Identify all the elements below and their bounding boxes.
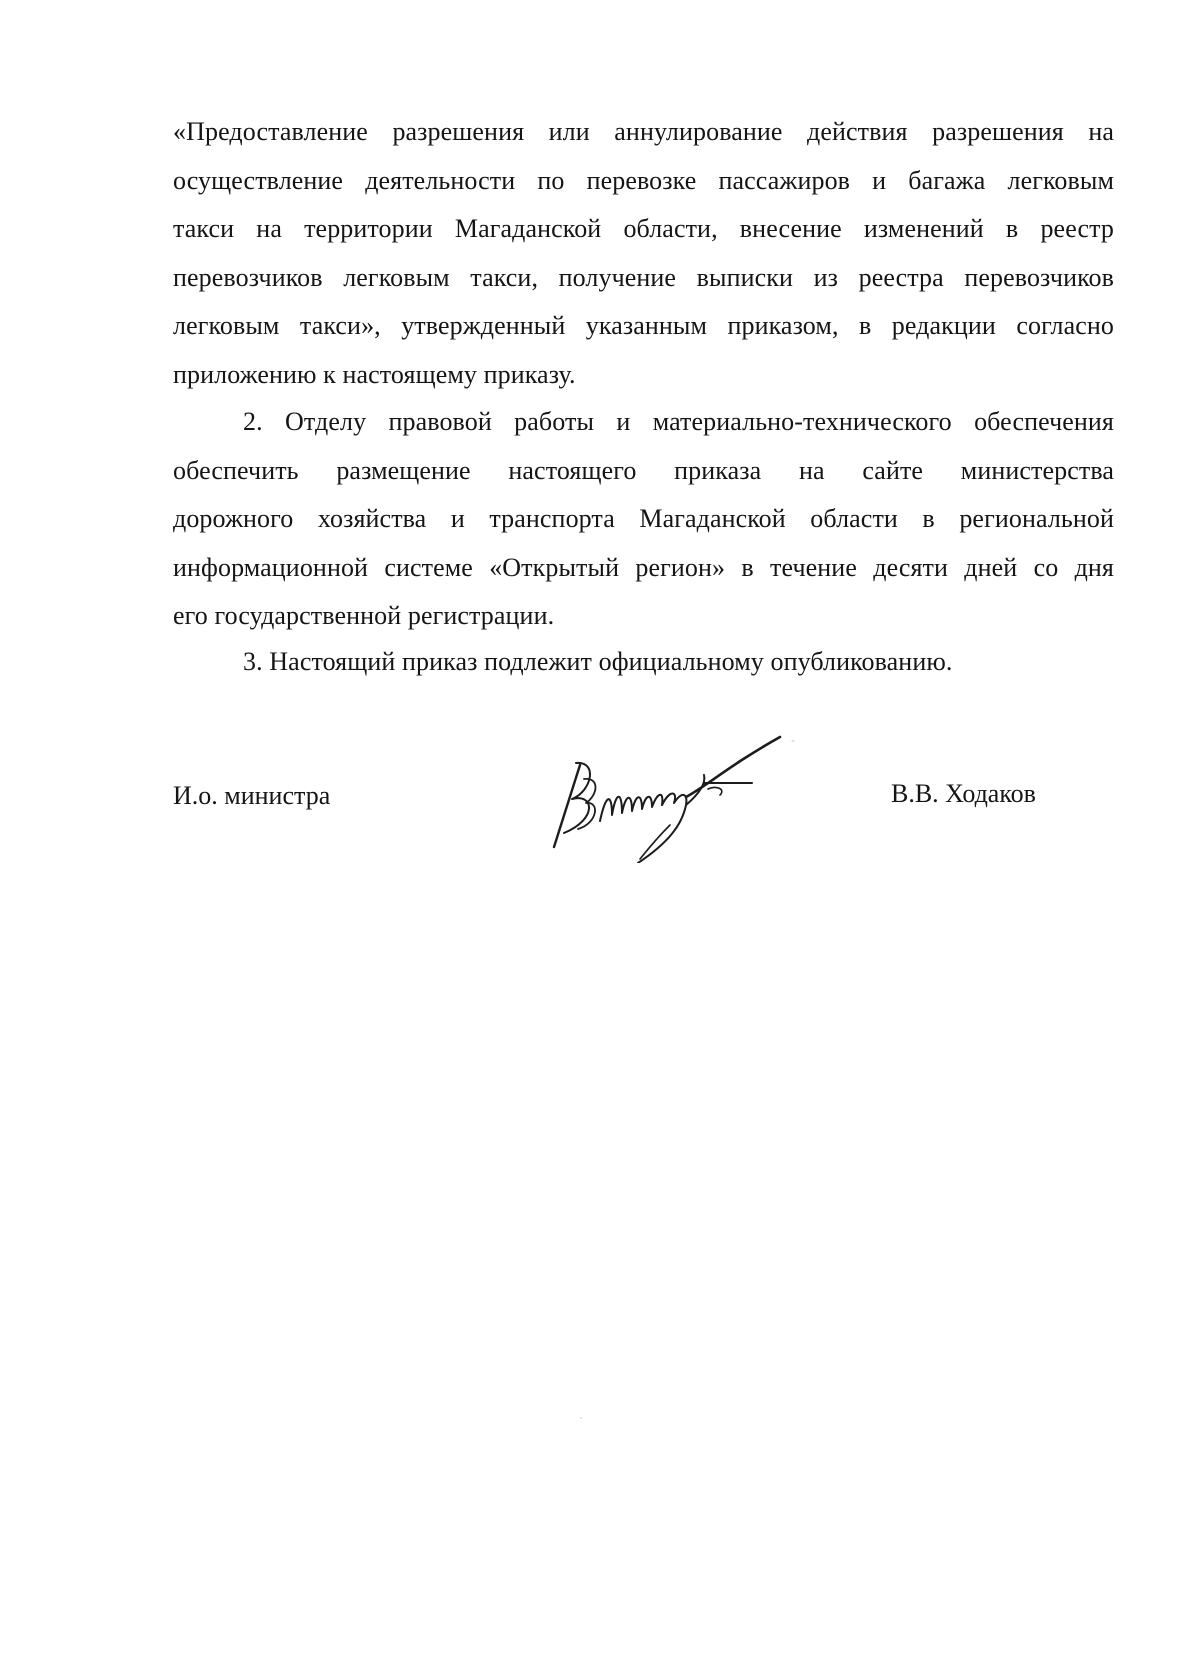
paragraph-2-line: информационной системе «Открытый регион» в течение десяти дней со дня (173, 552, 1114, 582)
paragraph-1-line: осуществление деятельности по перевозке пассажиров и багажа легковым (173, 165, 1114, 195)
position-title: И.о. министра (173, 781, 331, 810)
paragraph-3 (173, 638, 1114, 687)
paragraph-2-line: его государственной регистрации. (173, 601, 555, 630)
paragraph-1-line: такси на территории Магаданской области, внесение изменений в реестр (173, 214, 1114, 243)
paragraph-3-line: 3. Настоящий приказ подлежит официальному опубликованию. (243, 647, 953, 676)
paragraph-2-line: 2. Отделу правовой работы и материально-технического обеспечения (243, 407, 1114, 436)
paragraph-1 (173, 108, 1114, 399)
paragraph-1-line: перевозчиков легковым такси, получение выписки из реестра перевозчиков (173, 262, 1114, 292)
paragraph-1-line: «Предоставление разрешения или аннулирование действия разрешения на (173, 117, 1114, 146)
paragraph-2-line: обеспечить размещение настоящего приказа на сайте министерства (173, 455, 1114, 485)
paragraph-2 (173, 398, 1114, 641)
signatory-name: В.В. Ходаков (891, 779, 1036, 808)
paragraph-1-line: приложению к настоящему приказу. (173, 359, 576, 389)
scan-edge-artifact (178, 0, 508, 6)
handwritten-signature (540, 733, 820, 863)
scan-speck (580, 1417, 582, 1419)
paragraph-2-line: дорожного хозяйства и транспорта Магаданской области в региональной (173, 504, 1114, 533)
paragraph-1-line: легковым такси», утвержденный указанным приказом, в редакции согласно (173, 311, 1114, 340)
